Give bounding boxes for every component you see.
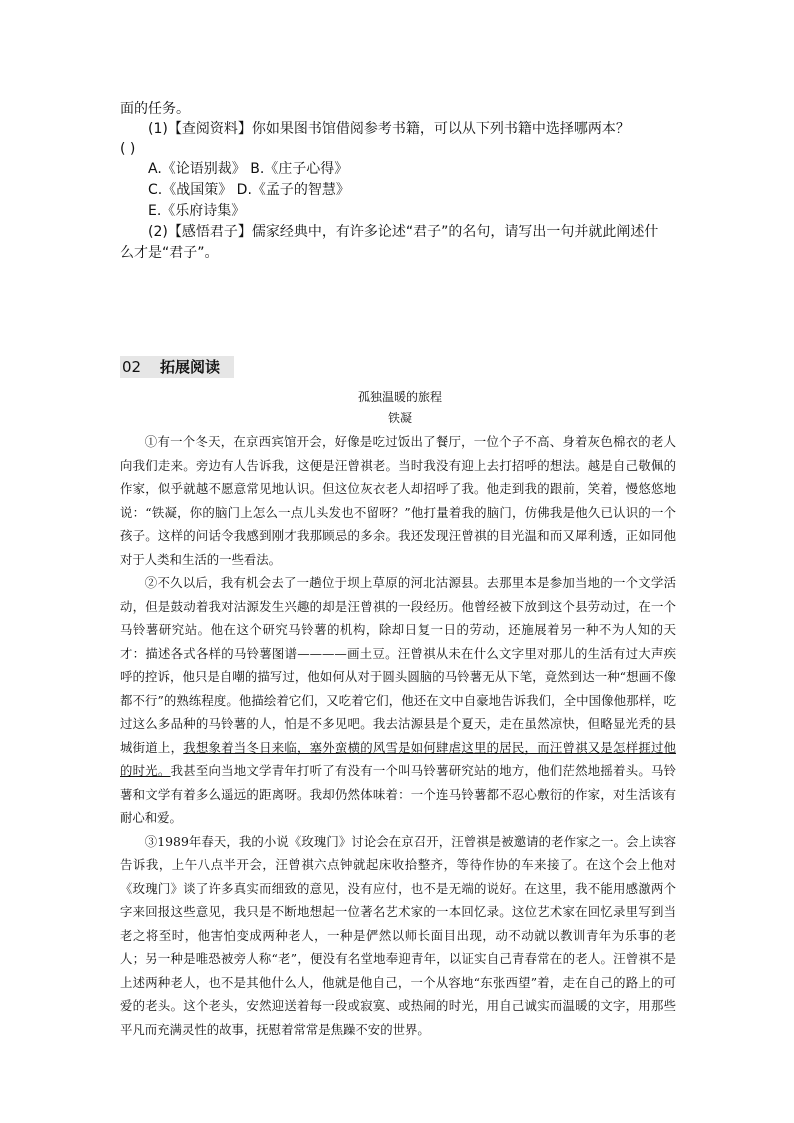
section-title: 拓展阅读 bbox=[160, 358, 221, 376]
essay-title: 孤独温暖的旅程 bbox=[357, 390, 442, 404]
essay-author: 铁凝 bbox=[387, 411, 412, 425]
question-1-option-e: E.《乐府诗集》 bbox=[148, 203, 246, 219]
section-header bbox=[120, 356, 234, 378]
essay-paragraph-1: ①有一个冬天，在京西宾馆开会，好像是吃过饭出了餐厅，一位个子不高、身着灰色棉衣的老人向我们走来。旁边有人告诉我，这便是汪曾祺老。当时我没有迎上去打招呼的想法。越是自己敬佩的作家，似乎就越不愿意常见地认识。但这位灰衣老人却招呼了我。他走到我的跟前，笑着，慢悠悠地说：“铁凝，你的脑门上怎么一点儿头发也不留呀？”他打量着我的脑门，仿佛我是他久已认识的一个孩子。这样的问话令我感到刚才我那顾忌的多余。我还发现汪曾祺的目光温和而又犀利透，正如同他对于人类和生活的一些看法。 bbox=[120, 434, 676, 567]
paragraph-2-text-before: ②不久以后，我有机会去了一趟位于坝上草原的河北沽源县。去那里本是参加当地的一个文学活动，但是鼓动着我对沽源发生兴趣的却是汪曾祺的一段经历。他曾经被下放到这个县劳动过，在一个马铃薯研究站。他在这个研究马铃薯的机构，除却日复一日的劳动，还施展着另一种不为人知的天才：描述各式各样的马铃薯图谱————画土豆。汪曾祺从未在什么文字里对那儿的生活有过大声疾呼的控诉，他只是自嘲的描写过，他如何从对于圆头圆脑的马铃薯无从下笔，竟然到达一种“想画不像都不行”的熟练程度。他描绘着它们，又吃着它们，他还在文中自豪地告诉我们，全中国像他那样，吃过这么多品种的马铃薯的人，怕是不多见吧。我去沽源县是个夏天，走在虽然凉快，但略显光秃的县城街道上， bbox=[120, 575, 676, 755]
question-1-text: (1)【查阅资料】你如果图书馆借阅参考书籍，可以从下列书籍中选择哪两本？ bbox=[148, 121, 630, 137]
question-1-options-ab: A.《论语别裁》 B.《庄子心得》 bbox=[148, 161, 349, 177]
question-1-answer-blank: ( ) bbox=[120, 141, 136, 157]
essay-paragraph-3: ③1989年春天，我的小说《玫瑰门》讨论会在京召开，汪曾祺是被邀请的老作家之一。会上读容告诉我，上午八点半开会，汪曾祺六点钟就起床收拾整齐，等待作协的车来接了。在这个会上他对《玫瑰门》谈了许多真实而细致的意见，没有应付，也不是无端的说好。在这里，我不能用感激两个字来回报这些意见，我只是不断地想起一位著名艺术家的一本回忆录。这位艺术家在回忆录里写到当老之将至时，他害怕变成两种老人，一种是俨然以师长面目出现，动不动就以教训青年为乐事的老人；另一种是唯恐被旁人称“老”，便没有名堂地奉迎青年，以证实自己青春常在的老人。汪曾祺不是上述两种老人，也不是其他什么人，他就是他自己，一个从容地“东张西望”着，走在自己的路上的可爱的老头。这个老头，安然迎送着每一段或寂寞、或热闹的时光，用自己诚实而温暖的文字，用那些平凡而充满灵性的故事，抚慰着常常是焦躁不安的世界。 bbox=[120, 833, 676, 1037]
question-2-text-cont: 么才是“君子”。 bbox=[120, 245, 219, 261]
question-2-text: (2)【感悟君子】儒家经典中，有许多论述“君子”的名句，请写出一句并就此阐述什 bbox=[148, 224, 659, 240]
underlined-sentence: 我想象着当冬日来临，塞外蛮横的风雪是如何肆虐这里的居民，而汪曾祺又是怎样捱过他的时光。 bbox=[120, 739, 677, 778]
task-lead-line: 面的任务。 bbox=[120, 101, 190, 117]
question-1-options-cd: C.《战国策》 D.《孟子的智慧》 bbox=[148, 182, 350, 198]
section-number: 02 bbox=[122, 358, 142, 376]
paragraph-2-text-after: 我甚至向当地文学青年打听了有没有一个叫马铃薯研究站的地方，他们茫然地摇着头。马铃薯和文学有着多么遥远的距离呀。我却仍然体味着：一个连马铃薯都不忍心敷衍的作家，对生活该有耐心和爱。 bbox=[120, 763, 677, 825]
essay-paragraph-2 bbox=[120, 571, 676, 830]
essay-body bbox=[120, 430, 676, 1041]
